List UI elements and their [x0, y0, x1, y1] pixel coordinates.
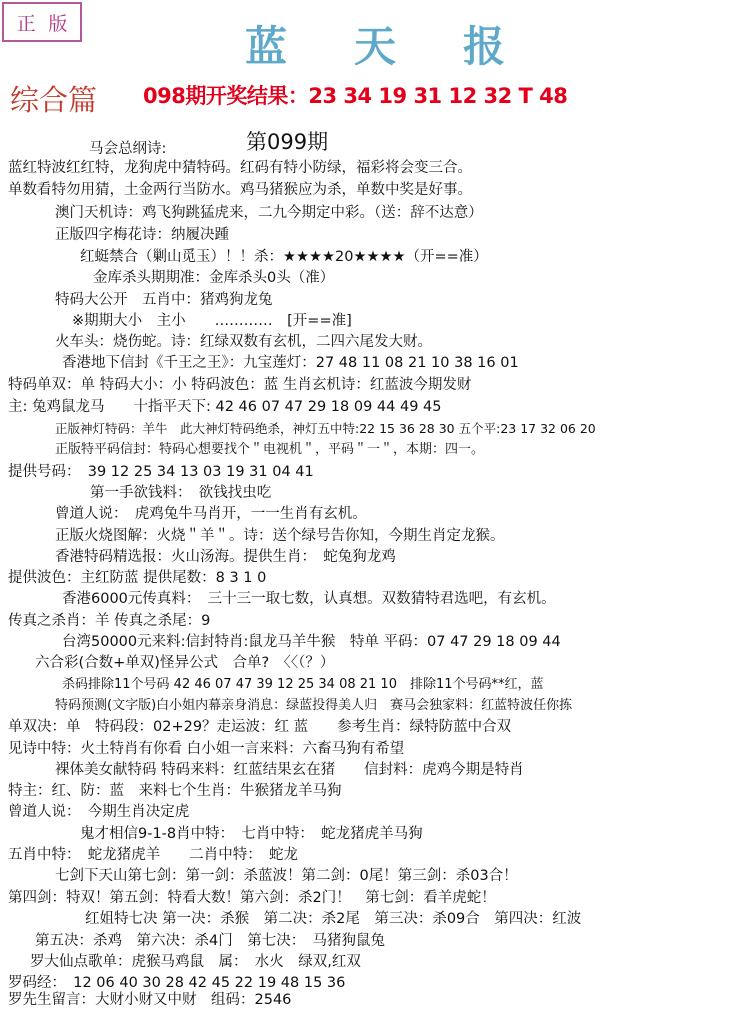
text-line: ※期期大小 主小 ………… [开==准] [72, 313, 352, 329]
text-line: 特主：红、防：蓝 来料七个生肖：牛猴猪龙羊马狗 [8, 783, 342, 799]
text-line: 特码大公开 五肖中：猪鸡狗龙兔 [55, 292, 273, 308]
text-line: 第四剑：特双！第五剑：特看大数！第六剑：杀2门！ 第七剑：看羊虎蛇！ [8, 890, 496, 906]
text-line: 红蜓禁合（剿山觅玉）！！杀：★★★★20★★★★（开==准） [80, 249, 488, 265]
text-line: 传真之杀肖：羊 传真之杀尾：9 [8, 613, 211, 629]
text-line: 香港6000元传真料： 三十三一取七数，认真想。双数猜特君选吧，有玄机。 [62, 591, 556, 607]
text-line: 罗先生留言：大财小财又中财 组码：2546 [8, 992, 292, 1008]
text-line: 正版火烧图解：火烧＂羊＂。诗：送个绿号告你知，今期生肖定龙猴。 [55, 528, 505, 544]
text-line: 金库杀头期期准：金库杀头0头（准） [93, 270, 335, 286]
issue-number: 第099期 [246, 130, 329, 154]
text-line: 鬼才相信9-1-8肖中特： 七肖中特： 蛇龙猪虎羊马狗 [80, 826, 423, 842]
text-line: 正版特平码信封：特码心想要找个＂电视机＂，平码＂一＂，本期：四一。 [55, 442, 485, 457]
text-line: 第一手欲钱料： 欲钱找虫吃 [90, 485, 272, 501]
genuine-edition-badge [2, 2, 82, 42]
text-line: 马会总纲诗: [89, 141, 167, 157]
text-line: 香港特码精选报：火山汤海。提供生肖： 蛇兔狗龙鸡 [55, 549, 396, 565]
text-line: 罗大仙点歌单：虎猴马鸡鼠 属： 水火 绿双,红双 [30, 954, 361, 970]
text-line: 单数看特勿用猜，土金两行当防水。鸡马猪猴应为杀，单数中奖是好事。 [8, 182, 472, 198]
badge-char-1: 正 [16, 12, 36, 35]
masthead-char-3: 报 [462, 22, 505, 71]
text-line: 七剑下天山第七剑：第一剑：杀蓝波！第二剑：0尾！第三剑：杀03合！ [55, 868, 518, 884]
text-line: 香港地下信封《千王之王》：九宝莲灯：27 48 11 08 21 10 38 16 01 [62, 355, 519, 371]
text-line: 特码单双：单 特码大小：小 特码波色：蓝 生肖玄机诗：红蓝波今期发财 [8, 377, 472, 393]
text-line: 特码预测(文字版)白小姐内幕亲身消息：绿蓝投得美人归 赛马会独家料：红蓝特波任你拣 [55, 698, 573, 713]
text-line: 正版四字梅花诗：纳履决踵 [55, 227, 229, 243]
text-line: 罗码经： 12 06 40 30 28 42 45 22 19 48 15 36 [8, 975, 346, 991]
text-line: 五肖中特： 蛇龙猪虎羊 二肖中特： 蛇龙 [8, 847, 298, 863]
badge-char-2: 版 [48, 12, 68, 35]
text-line: 台湾50000元来料:信封特肖:鼠龙马羊牛猴 特单 平码：07 47 29 18 09 44 [62, 634, 561, 650]
text-line: 曾道人说： 今期生肖决定虎 [8, 804, 190, 820]
text-line: 正版神灯特码：羊牛 此大神灯特码绝杀，神灯五中特:22 15 36 28 30 五个平:23 17 32 06 20 [55, 421, 596, 436]
text-line: 见诗中特：火土特肖有你看 白小姐一言来料：六畜马狗有希望 [8, 741, 405, 757]
text-line: 提供波色：主红防蓝 提供尾数：8 3 1 0 [8, 570, 267, 586]
text-line: 曾道人说： 虎鸡兔牛马肖开，一一生肖有玄机。 [55, 506, 367, 522]
text-line: 第五决：杀鸡 第六决：杀4门 第七决： 马猪狗鼠兔 [35, 933, 385, 949]
text-line: 提供号码： 39 12 25 34 13 03 19 31 04 41 [8, 464, 314, 480]
text-line: 澳门天机诗：鸡飞狗跳猛虎来，二九今期定中彩。（送：辞不达意） [55, 205, 483, 221]
text-line: 杀码排除11个号码 42 46 07 47 39 12 25 34 08 21 10 排除11个号码**红，蓝 [62, 677, 544, 692]
masthead-title [245, 14, 505, 74]
text-line: 单双决：单 特码段：02+29？走运波：红 蓝 参考生肖：绿特防蓝中合双 [8, 719, 512, 735]
text-line: 主: 兔鸡鼠龙马 十指平天下: 42 46 07 47 29 18 09 44 49 45 [8, 399, 442, 415]
masthead-char-2: 天 [353, 22, 396, 71]
text-line: 六合彩(合数+单双)怪异公式 合单? 〈〈（？） [35, 655, 335, 671]
text-line: 蓝红特波红红特，龙狗虎中猜特码。红码有特小防绿，福彩将会变三合。 [8, 160, 472, 176]
text-line: 红姐特七决 第一决：杀猴 第二决：杀2尾 第三决：杀09合 第四决：红波 [85, 911, 582, 927]
text-line: 裸体美女献特码 特码来料：红蓝结果玄在猪 信封料：虎鸡今期是特肖 [55, 762, 524, 778]
previous-result: 098期开奖结果：23 34 19 31 12 32 T 48 [143, 84, 568, 108]
text-line: 火车头：烧伤蛇。诗：红绿双数有玄机，二四六尾发大财。 [55, 334, 432, 350]
section-title: 综合篇 [10, 83, 98, 117]
masthead-char-1: 蓝 [245, 22, 288, 71]
